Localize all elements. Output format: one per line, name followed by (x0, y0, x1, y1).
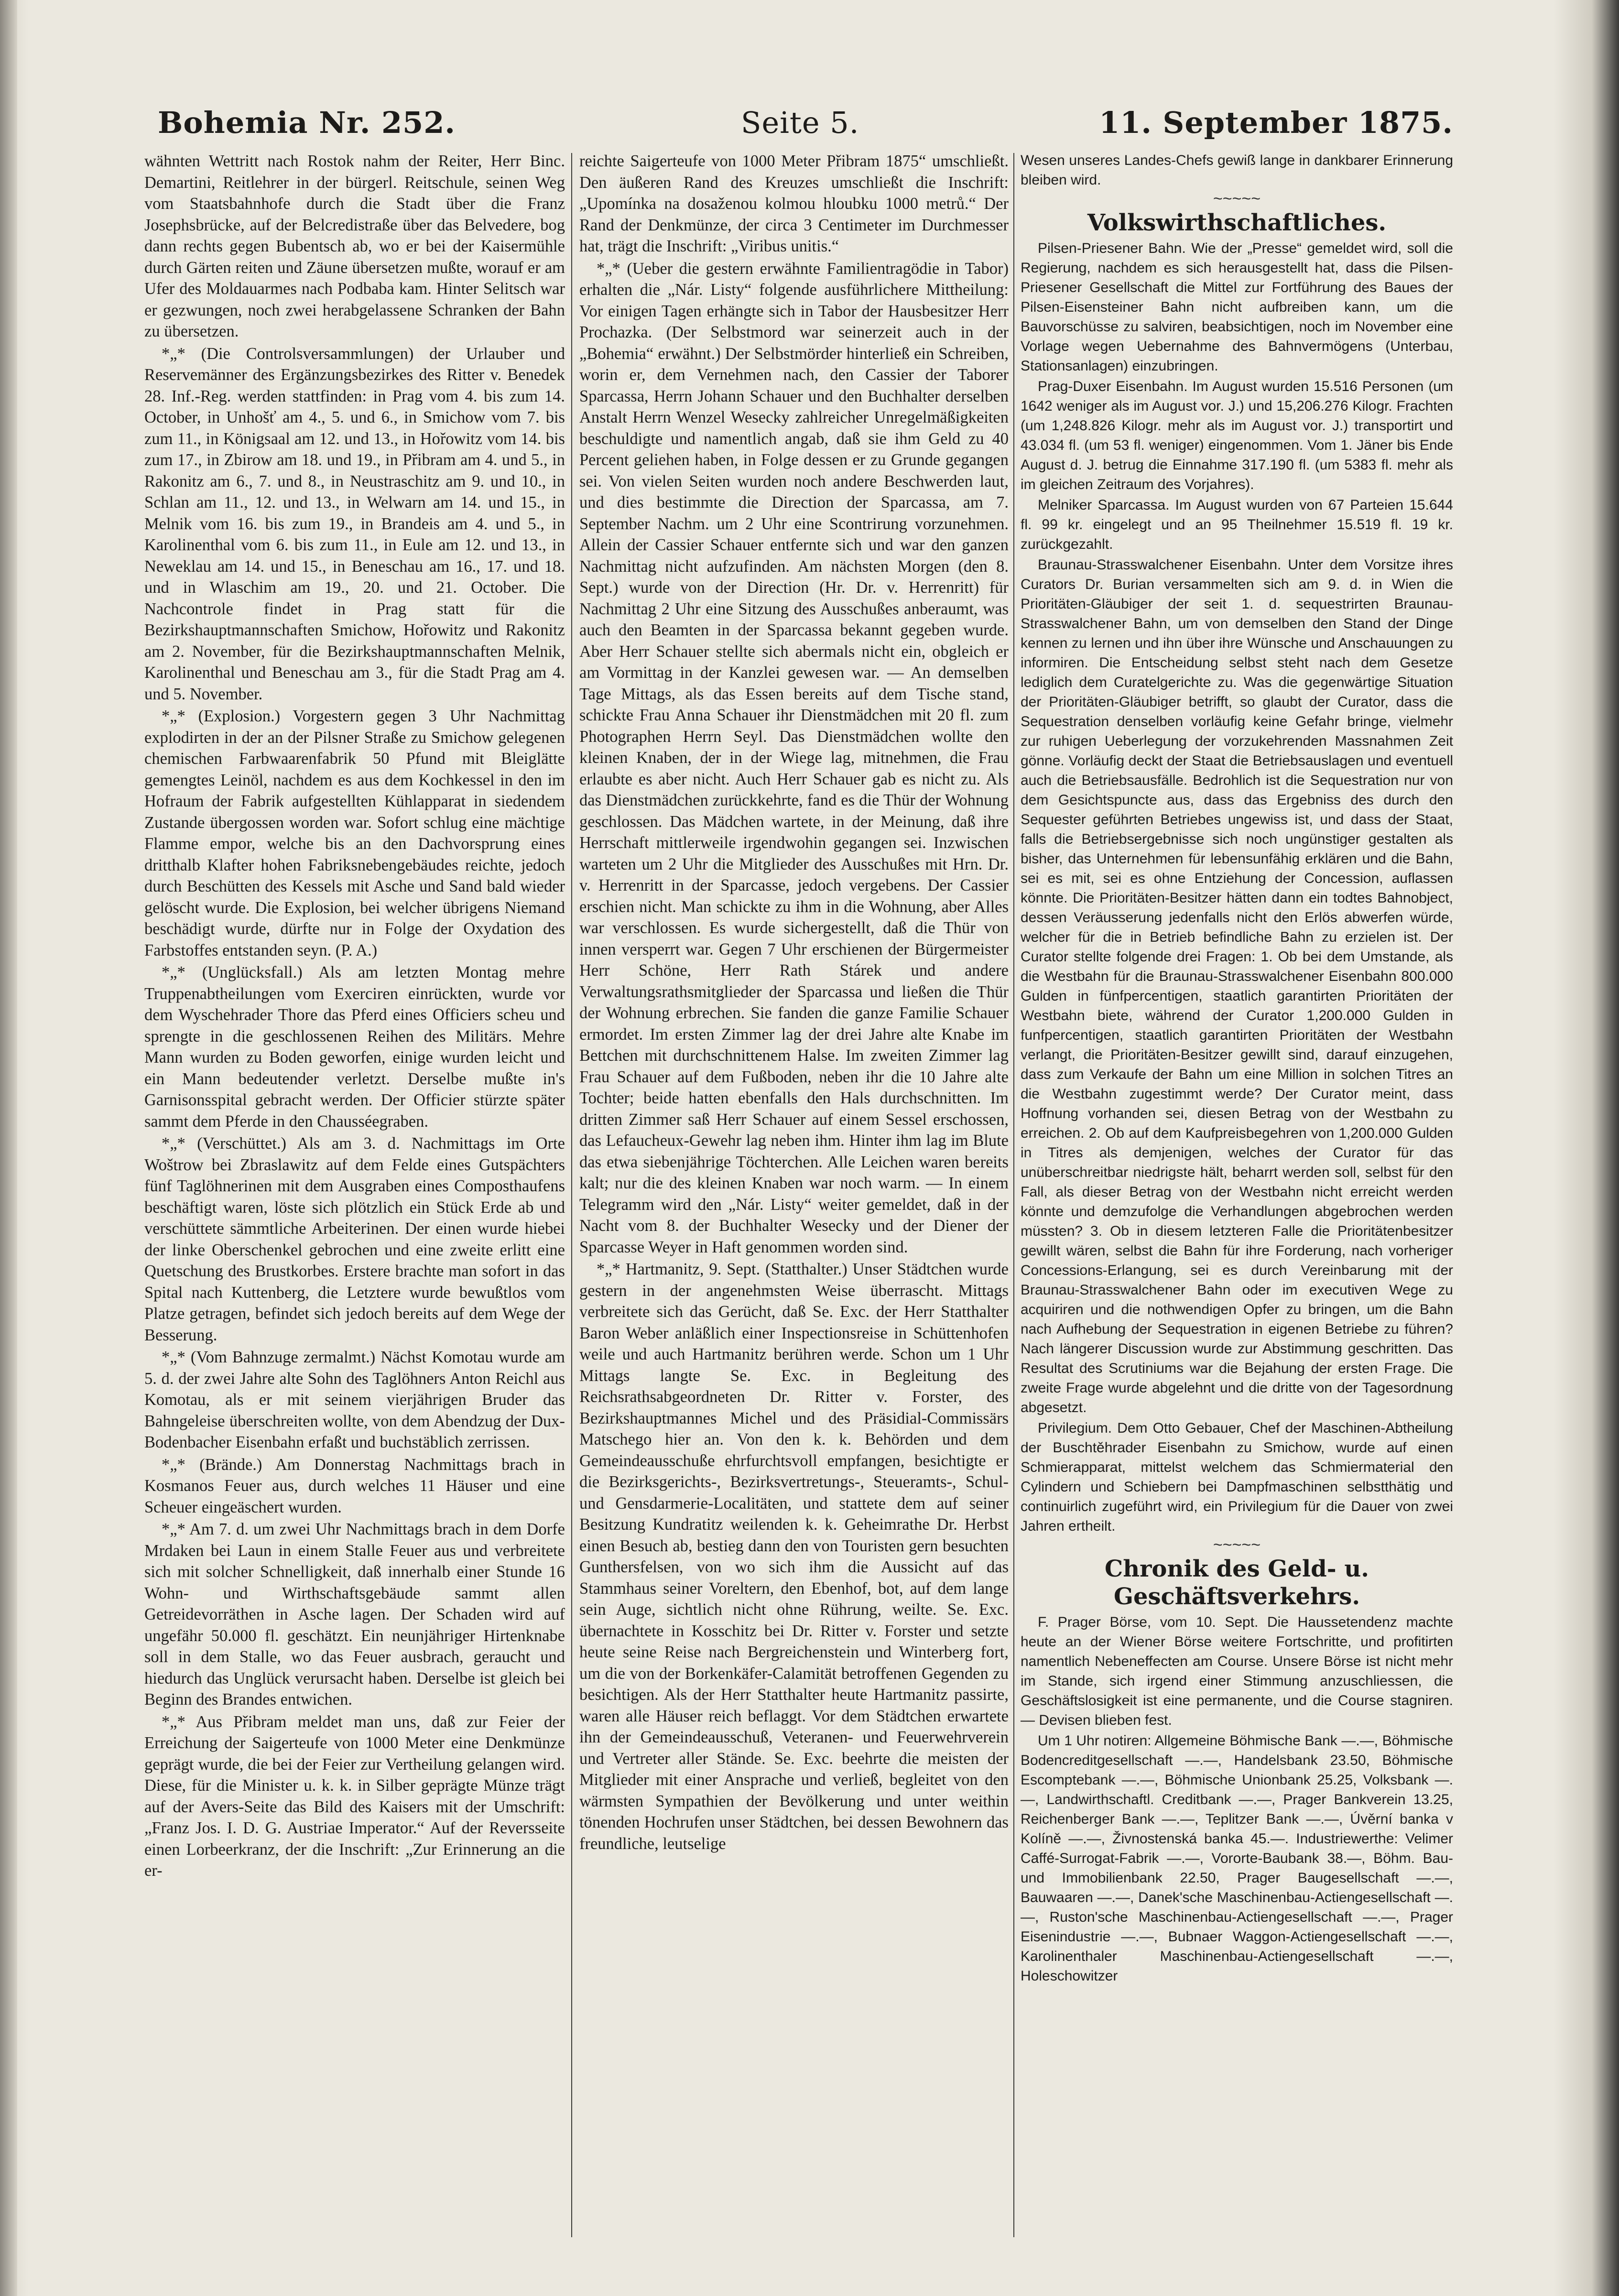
article-paragraph: Wesen unseres Landes-Chefs gewiß lange in dankbarer Erinnerung bleiben wird. (1021, 152, 1453, 188)
article-paragraph: *„* (Verschüttet.) Als am 3. d. Nachmittags im Orte Woštrow bei Zbraslawitz auf dem Felde eines Gutspächters fünf Taglöhnerinen mit dem Ausgraben eines Composthaufens beschäftigt waren, löste sich plötzlich ein Stück Erde ab und verschüttete sämmtliche Arbeiterinen. Der einen wurde hiebei der linke Oberschenkel gebrochen und eine zweite erlitt eine Quetschung des Brustkorbes. Erstere brachte man sofort in das Spital nach Kuttenberg, die Letztere wurde bewußtlos vom Platze getragen, befindet sich jedoch bereits auf dem Wege der Besserung. (144, 1134, 565, 1344)
article-paragraph: *„* (Brände.) Am Donnerstag Nachmittags brach in Kosmanos Feuer aus, durch welches 11 Häuser und eine Scheuer eingeäschert wurden. (144, 1455, 565, 1516)
header-publication: Bohemia Nr. 252. (158, 105, 456, 140)
article-paragraph: *„* Am 7. d. um zwei Uhr Nachmittags brach in dem Dorfe Mrdaken bei Laun in einem Stalle Feuer aus und verbreitete sich mit solcher Schnelligkeit, daß innerhalb einer Stunde 16 Wohn- und Wirthschaftsgebäude sammt allen Getreidevorräthen in Asche lagen. Der Schaden wird auf ungefähr 50.000 fl. geschätzt. Ein neunjähriger Hirtenknabe soll in dem Stalle, wo das Feuer ausbrach, geraucht und hiedurch das Unglück verursacht haben. Derselbe ist gleich bei Beginn des Brandes entwichen. (144, 1520, 565, 1708)
economy-item: Privilegium. Dem Otto Gebauer, Chef der Maschinen-Abtheilung der Buschtěhrader Eisenbahn zu Smichow, wurde auf einen Schmierapparat, mittelst welchem das Schmiermaterial den Cylindern und Schiebern bei Dampfmaschinen selbstthätig und continuirlich zugeführt wird, ein Privilegium für die Dauer von zwei Jahren ertheilt. (1021, 1420, 1453, 1534)
article-paragraph: *„* Hartmanitz, 9. Sept. (Statthalter.) Unser Städtchen wurde gestern in der angenehmsten Weise überrascht. Mittags verbreitete sich das Gerücht, daß Se. Exc. der Herr Statthalter Baron Weber anläßlich einer Inspectionsreise in Schüttenhofen weile und auch Hartmanitz berühren werde. Schon um 1 Uhr Mittags langte Se. Exc. in Begleitung des Reichsrathsabgeordneten Dr. Ritter v. Forster, des Bezirkshauptmannes Michel und des Präsidial-Commissärs Matschego hier an. Von den k. k. Behörden und dem Gemeindeausschuße ehrfurchtsvoll empfangen, besichtigte er die Bezirksgerichts-, Bezirksvertretungs-, Steueramts-, Schul- und Gensdarmerie-Localitäten, und stattete dem auf seiner Besitzung Kundratitz weilenden k. k. Geheimrathe Dr. Herbst einen Besuch ab, bestieg dann den von Touristen gern besuchten Gunthersfelsen, von wo sich ihm die Aussicht auf das Stammhaus seiner Voreltern, den Ebenhof, bot, auf dem lange sein Auge, sichtlich nicht ohne Rührung, weilte. Se. Exc. übernachtete in Kosschitz bei Dr. Ritter v. Forster und setzte heute seine Reise nach Bergreichenstein und Winterberg fort, um die von der Borkenkäfer-Calamität betroffenen Gegenden zu besichtigen. Als der Herr Statthalter heute Hartmanitz passirte, waren alle Häuser reich beflaggt. Vor dem Städtchen erwartete ihn der Gemeindeausschuß, Veteranen- und Feuerwehrverein und Vertreter aller Stände. Se. Exc. beehrte die meisten der Mitglieder mit einer Ansprache und verließ, begleitet von den wärmsten Sympathien der Bevölkerung und unter weithin tönenden Hochrufen unser Städtchen, bei dessen Bewohnern das freundliche, leutselige (579, 1260, 1009, 1853)
finance-item: F. Prager Börse, vom 10. Sept. Die Haussetendenz machte heute an der Wiener Börse weitere Fortschritte, und profitirten namentlich Nebeneffecten am Course. Unsere Börse ist nicht mehr im Stande, sich irgend einer Stimmung anzuschliessen, die Geschäftslosigkeit ist eine permanente, und die Course stagniren. — Devisen blieben fest. (1021, 1614, 1453, 1728)
finance-item: Um 1 Uhr notiren: Allgemeine Böhmische Bank —.—, Böhmische Bodencreditgesellschaft —.—, Handelsbank 23.50, Böhmische Escomptebank —.—, Böhmische Unionbank 25.25, Volksbank —.—, Landwirthschaftl. Creditbank —.—, Prager Bankverein 13.25, Reichenberger Bank —.—, Teplitzer Bank —.—, Úvěrní banka v Kolíně —.—, Živnostenská banka 45.—. Industriewerthe: Velimer Caffé-Surrogat-Fabrik —.—, Vororte-Baubank 38.—, Böhm. Bau- und Immobilienbank 22.50, Prager Baugesellschaft —.—, Bauwaaren —.—, Danek'sche Maschinenbau-Actiengesellschaft —.—, Ruston'sche Maschinenbau-Actiengesellschaft —.—, Prager Eisenindustrie —.—, Bubnaer Waggon-Actiengesellschaft —.—, Karolinenthaler Maschinenbau-Actiengesellschaft —.—, Holeschowitzer (1021, 1733, 1453, 1984)
economy-item: Prag-Duxer Eisenbahn. Im August wurden 15.516 Personen (um 1642 weniger als im August vor. J.) und 15,206.276 Kilogr. Frachten (um 1,248.826 Kilogr. mehr als im August vor. J.) transportirt und 43.034 fl. (um 53 fl. weniger) eingenommen. Vom 1. Jäner bis Ende August d. J. betrug die Einnahme 317.190 fl. (um 5383 fl. mehr als im gleichen Zeitraum des Vorjahres). (1021, 379, 1453, 492)
article-paragraph: *„* Aus Přibram meldet man uns, daß zur Feier der Erreichung der Saigerteufe von 1000 Meter eine Denkmünze geprägt wurde, die bei der Feier zur Vertheilung gelangen wird. Diese, für die Minister u. k. k. in Silber geprägte Münze trägt auf der Avers-Seite das Bild des Kaisers mit der Umschrift: „Franz Jos. I. D. G. Austriae Imperator.“ Auf der Reversseite einen Lorbeerkranz, der die Inschrift: „Zur Erinnerung an die er- (144, 1712, 565, 1880)
header-date: 11. September 1875. (1099, 105, 1453, 140)
binding-gutter (0, 0, 17, 2296)
economy-item: Pilsen-Priesener Bahn. Wie der „Presse“ gemeldet wird, soll die Regierung, nachdem es sich herausgestellt hat, dass die Pilsen-Priesener Gesellschaft die Mittel zur Fortführung des Baues der Pilsen-Eisensteiner Bahn nicht aufbreiben kann, um die Bauvorschüsse zu salviren, beabsichtigen, noch im November eine Vorlage wegen Uebernahme des Bahnvermögens (Unterbau, Stationsanlagen) einzubringen. (1021, 240, 1453, 374)
article-paragraph: *„* (Explosion.) Vorgestern gegen 3 Uhr Nachmittag explodirten in der an der Pilsner Straße zu Smichow gelegenen chemischen Farbwaarenfabrik 50 Pfund mit Bleiglätte gemengtes Leinöl, nachdem es aus dem Kochkessel in den im Hofraum der Fabrik aufgestellten Kühlapparat in siedendem Zustande übergossen worden war. Sofort schlug eine mächtige Flamme empor, welche bis an den Dachvorsprung eines dritthalb Klafter hohen Fabriksnebengebäudes reichte, jedoch durch Beschütten des Kessels mit Asche und Sand bald wieder gelöscht wurde. Die Explosion, bei welcher übrigens Niemand beschädigt wurde, dürfte nur in Folge der Oxydation des Farbstoffes entstanden seyn. (P. A.) (144, 707, 565, 959)
column-2 (579, 151, 1009, 2244)
article-paragraph: *„* (Unglücksfall.) Als am letzten Montag mehre Truppenabtheilungen vom Exerciren einrückten, wurde vor dem Wyschehrader Thore das Pferd eines Officiers scheu und sprengte in die geschlossenen Reihen des Militärs. Mehre Mann wurden zu Boden geworfen, einige wurden leicht und ein Mann bedeutender verletzt. Derselbe mußte in's Garnisonsspital gebracht werden. Der Officier stürzte später sammt dem Pferde in den Chausséegraben. (144, 963, 565, 1131)
article-paragraph: wähnten Wettritt nach Rostok nahm der Reiter, Herr Binc. Demartini, Reitlehrer in der bürgerl. Reitschule, seinen Weg vom Staatsbahnhofe durch die Stadt über die Franz Josephsbrücke, auf der Belcredistraße über das Belvedere, bog dann rechts gegen Bubentsch ab, wo er bei der Kaisermühle durch Gärten reiten und Zäune übersetzen mußte, worauf er am Ufer des Moldauarmes nach Podbaba kam. Hinter Selitsch war er gezwungen, noch zwei herabgelassene Schranken der Bahn zu übersetzen. (144, 152, 565, 340)
page-header (143, 96, 1453, 148)
economy-item: Braunau-Strasswalchener Eisenbahn. Unter dem Vorsitze ihres Curators Dr. Burian versammelten sich am 9. d. in Wien die Prioritäten-Gläubiger der seit 1. d. sequestrirten Braunau-Strasswalchener Bahn, um von demselben den Stand der Dinge kennen zu lernen und ihn über ihre Wünsche und Anschauungen zu informiren. Die Entscheidung selbst steht nach dem Gesetze lediglich dem Curatelgerichte zu. Was die gegenwärtige Situation der Prioritäten-Gläubiger betrifft, so glaubt der Curator, dass die Sequestration denselben vorläufig keine Gefahr bringe, vielmehr zur ruhigen Ueberlegung der vorzukehrenden Massnahmen Zeit gönne. Vorläufig deckt der Staat die Betriebsauslagen und eventuell auch die Betriebsausfälle. Bedrohlich ist die Sequestration nur von dem Gesichtspuncte aus, dass das Ergebniss des durch den Sequester geführten Betriebes ungewiss ist, und dass der Staat, falls die Betriebsergebnisse sich noch ungünstiger gestalten als bisher, das Unternehmen für lebensunfähig erklären und die Bahn, sei es mit, sei es ohne Entziehung der Concession, auflassen könnte. Die Prioritäten-Besitzer hätten dann ein todtes Bahnobject, dessen Veräusserung jedenfalls nicht den Erlös abwerfen würde, welcher für die in Betrieb befindliche Bahn zu erzielen ist. Der Curator stellte folgende drei Fragen: 1. Ob bei dem Umstande, als die Westbahn für die Braunau-Strasswalchener Eisenbahn 800.000 Gulden in fünfpercentigen, staatlich garantirten Prioritäten der Westbahn biete, während der Curator 1,200.000 Gulden in funfpercentigen, staatlich garantirten Prioritäten der Westbahn verlangt, die Prioritäten-Besitzer gewillt sind, darauf einzugehen, dass zum Verkaufe der Bahn um eine Million in solchen Titres an die Westbahn zugestimmt werde? Der Curator meint, dass Hoffnung vorhanden sei, diesen Betrag von der Westbahn zu erreichen. 2. Ob auf dem Kaufpreisbegehren von 1,200.000 Gulden in Titres als demjenigen, welches der Curator für das unüberschreitbar niedrigste hält, beharrt werden soll, selbst für den Fall, als dieser Betrag von der Westbahn nicht erreicht werden könnte und demzufolge die Verhandlungen abgebrochen werden müssten? 3. Ob in diesem letzteren Falle die Prioritätenbesitzer gewillt wären, selbst die Bahn für ihre Forderung, nach vorheriger Concessions-Erlangung, sei es durch Vereinbarung mit der Braunau-Strasswalchener Bahn oder im executiven Wege zu acquiriren und die nothwendigen Opfer zu bringen, um die Bahn nach Aufhebung der Sequestration in eigenen Betriebe zu führen? Nach längerer Discussion wurde zur Abstimmung geschritten. Das Resultat des Scrutiniums war die Bejahung der ersten Frage. Die zweite Frage wurde abgelehnt und die dritte von der Tagesordnung abgesetzt. (1021, 557, 1453, 1415)
economy-item: Melniker Sparcassa. Im August wurden von 67 Parteien 15.644 fl. 99 kr. eingelegt und an 95 Theilnehmer 15.519 fl. 19 kr. zurückgezahlt. (1021, 497, 1453, 552)
article-paragraph: *„* (Die Controlsversammlungen) der Urlauber und Reservemänner des Ergänzungsbezirkes des Ritter v. Benedek 28. Inf.-Reg. werden stattfinden: in Prag vom 4. bis zum 14. October, in Unhošť am 4., 5. und 6., in Smichow vom 7. bis zum 11., in Königsaal am 12. und 13., in Hořowitz vom 14. bis zum 17., in Zbirow am 18. und 19., in Přibram am 4. und 5., in Rakonitz am 6., 7. und 8., in Neustraschitz am 9. und 10., in Schlan am 11., 12. und 13., in Welwarn am 14. und 15., in Melnik vom 16. bis zum 19., in Brandeis am 4. und 5., in Karolinenthal vom 6. bis zum 11., in Eule am 12. und 13., in Neweklau am 14. und 15., in Beneschau am 16., 17. und 18. und in Wlaschim am 19., 20. und 21. October. Die Nachcontrole findet in Prag statt für die Bezirkshauptmannschaften Smichow, Hořowitz und Rakonitz am 2. November, für die Bezirkshauptmannschaften Melnik, Karolinenthal und Beneschau am 3., für die Stadt Prag am 4. und 5. November. (144, 344, 565, 703)
ornament-divider: ~~~~~ (1213, 190, 1261, 208)
header-page-number: Seite 5. (741, 105, 859, 140)
column-rule-2 (1013, 153, 1014, 2237)
section-title-economy: Volkswirthschaftliches. (1087, 209, 1387, 236)
article-paragraph: *„* (Ueber die gestern erwähnte Familientragödie in Tabor) erhalten die „Nár. Listy“ folgende ausführlichere Mittheilung: Vor einigen Tagen erhängte sich in Tabor der Hausbesitzer Herr Prochazka. (Der Selbstmord war seinerzeit auch in der „Bohemia“ erwähnt.) Der Selbstmörder hinterließ ein Schreiben, worin er, dem Vernehmen nach, den Cassier der Taborer Sparcassa, Herrn Johann Schauer und den Buchhalter derselben Anstalt Herrn Wenzel Wesecky zahlreicher Unregelmäßigkeiten beschuldigte und namentlich angab, daß sie ihm Geld zu 40 Percent geliehen haben, in Folge dessen er zu Grunde gegangen sei. Von vielen Seiten wurden noch andere Beschwerden laut, und dies bestimmte die Direction der Sparcassa, am 7. September Nachm. um 2 Uhr eine Scontrirung vorzunehmen. Allein der Cassier Schauer entfernte sich und war den ganzen Nachmittag nicht aufzufinden. Am nächsten Morgen (den 8. Sept.) wurde von der Direction (Hr. Dr. v. Herrenritt) für Nachmittag 2 Uhr eine Sitzung des Ausschußes anberaumt, was auch den Beamten in der Sparcassa bekannt gegeben wurde. Aber Herr Schauer stellte sich abermals nicht ein, obgleich er am Vormittag in der Kanzlei gewesen war. — An demselben Tage Mittags, als das Essen bereits auf dem Tische stand, schickte Frau Anna Schauer ihr Dienstmädchen mit 20 fl. zum Photographen Herrn Seyl. Das Dienstmädchen wollte den kleinen Knaben, der in der Wiege lag, mitnehmen, die Frau erlaubte es aber nicht. Auch Herr Schauer gab es nicht zu. Als das Dienstmädchen zurückkehrte, fand es die Thür der Wohnung geschlossen. Das Mädchen wartete, in der Meinung, daß ihre Herrschaft mittlerweile irgendwohin gegangen sei. Inzwischen warteten um 2 Uhr die Mitglieder des Ausschußes mit Hrn. Dr. v. Herrenritt in der Sparcasse, jedoch vergebens. Der Cassier erschien nicht. Man schickte zu ihm in die Wohnung, aber Alles war verschlossen. Es wurde sichergestellt, daß die Thür von innen versperrt war. Gegen 7 Uhr erschienen der Bürgermeister Herr Schöne, Herr Rath Stárek und andere Verwaltungsrathsmitglieder der Sparcassa und ließen die Thür der Wohnung erbrechen. Sie fanden die ganze Familie Schauer ermordet. Im ersten Zimmer lag der drei Jahre alte Knabe im Bettchen mit durchschnittenem Halse. Im zweiten Zimmer lag Frau Schauer auf dem Fußboden, neben ihr die 10 Jahre alte Tochter; beide hatten ebenfalls den Hals durchschnitten. Im dritten Zimmer saß Herr Schauer auf einem Sessel erschossen, das Lefaucheux-Gewehr lag neben ihm. Hinter ihm lag im Blute das etwa siebenjährige Töchterchen. Alle Leichen waren bereits kalt; nur die des kleinen Knaben war noch warm. — In einem Telegramm wird den „Nár. Listy“ weiter gemeldet, daß in der Nacht vom 8. der Buchhalter Wesecky und der Diener der Sparcasse Weyer in Haft genommen worden sind. (579, 259, 1009, 1256)
ornament-divider: ~~~~~ (1213, 1536, 1261, 1554)
section-title-finance: Chronik des Geld- u. Geschäftsverkehrs. (1105, 1556, 1369, 1610)
column-3 (1021, 151, 1453, 2244)
column-1 (144, 151, 565, 2244)
article-paragraph: reichte Saigerteufe von 1000 Meter Přibram 1875“ umschließt. Den äußeren Rand des Kreuzes umschließt die Inschrift: „Upomínka na dosaženou kolmou hloubku 1000 metrů.“ Der Rand der Denkmünze, der circa 3 Centimeter im Durchmesser hat, trägt die Inschrift: „Viribus unitis.“ (579, 152, 1009, 255)
column-rule-1 (571, 153, 572, 2237)
article-paragraph: *„* (Vom Bahnzuge zermalmt.) Nächst Komotau wurde am 5. d. der zwei Jahre alte Sohn des Taglöhners Anton Reichl aus Komotau, als er mit seinem vierjährigen Bruder das Bahngeleise überschreiten wollte, von dem Abendzug der Dux-Bodenbacher Eisenbahn erfaßt und buchstäblich zerrissen. (144, 1348, 565, 1451)
